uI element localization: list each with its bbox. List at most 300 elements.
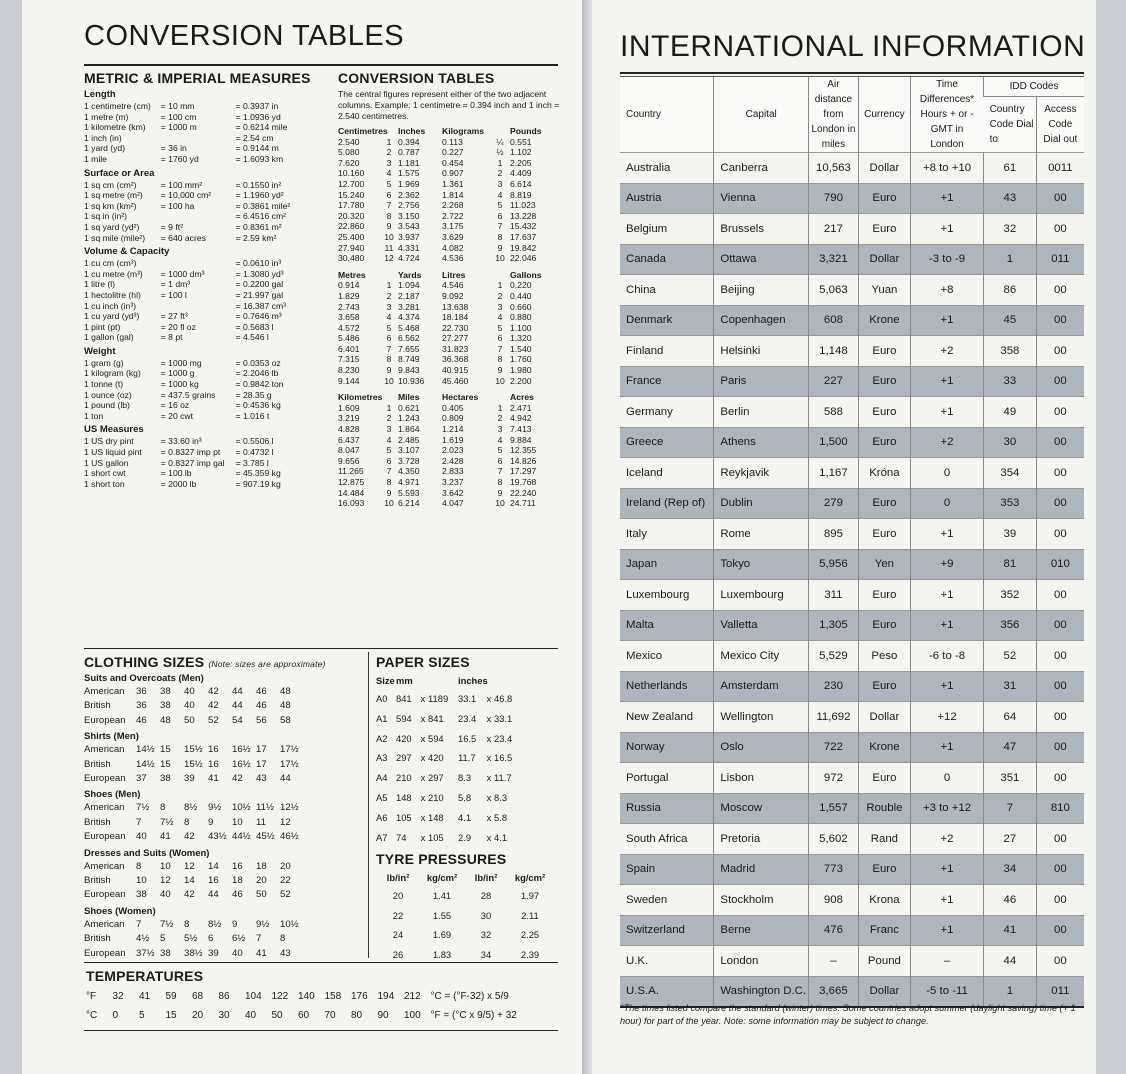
paper-sizes-table [376,673,566,847]
table-row [620,244,1084,275]
cell: = 16.387 cm³ [235,300,286,311]
clothing-sizes-section [84,654,374,961]
cell: 5 [497,200,503,211]
cell: 9 [232,918,238,930]
conversion-row [338,147,570,158]
cell: 5.8 [494,811,508,823]
cell: °F = (°C x 9/5) + 32 [430,1010,517,1021]
table-cell: Wellington [714,702,809,733]
cell: 105 [396,811,412,823]
cell: 1.320 [510,333,532,344]
cell: 11.265 [338,466,364,477]
table-cell: Paris [714,366,809,397]
header-country-code: Country Code Dial to [984,96,1037,152]
cell: 1 US liquid pint [84,447,142,458]
cell: 12 [280,816,291,828]
cell: 34 [480,948,492,960]
cell: 14 [184,875,195,887]
cell: 9½ [208,802,222,814]
cell: = 0.8327 imp pt [160,447,221,458]
table-cell: 217 [809,214,859,245]
cell: x [486,772,492,784]
cell: 28 [480,890,492,901]
table-cell: 00 [1036,214,1084,245]
table-cell: Canada [626,253,666,266]
table-cell: Ireland (Rep of) [626,497,706,510]
cell: 4 [386,168,392,179]
table-cell: France [626,375,662,388]
cell: Metres [338,269,366,280]
cell: = 8 pt [160,332,183,343]
measure-row [84,154,334,165]
table-cell: 1,305 [809,610,859,641]
cell: 0.914 [338,280,360,291]
cell: 1189 [428,693,449,704]
cell [418,673,428,689]
cell: 2.756 [398,200,420,211]
cell: 16 [208,744,219,756]
table-cell: +9 [910,549,983,580]
cell: 36.368 [442,354,469,365]
cell: = 27 ft³ [160,311,188,322]
group-heading: US Measures [84,424,144,436]
conversion-row [338,158,570,169]
temperature-row [86,987,566,1006]
cell: 8 [386,477,392,487]
cell: A4 [376,772,388,784]
table-cell: 353 [984,488,1037,519]
cell: 6.437 [338,434,360,445]
table-cell: Dollar [858,244,910,275]
cell: = 1.6093 km [235,153,284,164]
paper-row [376,729,566,749]
cell: 20.320 [338,210,365,221]
cell: 4.828 [338,424,360,435]
table-cell: China [626,283,656,296]
cell: 212 [404,991,421,1002]
cell: 3.937 [398,231,420,242]
clothing-row [84,860,374,874]
cell: 52 [208,714,219,726]
conversion-row [338,232,570,243]
cell: 2.200 [510,375,532,386]
table-cell: 49 [984,397,1037,428]
cell: = 1.016 t [235,410,270,421]
table-cell: Australia [626,161,671,174]
cell: 4.409 [510,168,532,179]
cell [490,126,510,137]
table-row [620,458,1084,489]
cell: = 2.59 km² [235,232,277,243]
title-rule [620,72,1084,74]
cell: 2.362 [398,189,420,200]
header-currency: Currency [858,77,910,153]
cell: 12 [184,860,195,872]
cell: A3 [376,752,388,764]
tyre-head-row [376,870,566,886]
cell: 11 [384,242,394,253]
cell: x [420,712,426,724]
conversion-note: The central figures represent either of the two adjacent columns. Example: 1 centimetre = 0.394 inch and 1 inch = 2.540 centimetres. [338,89,560,121]
conversion-row [338,445,570,456]
cell: A2 [376,732,388,744]
cell: 20 [256,875,267,887]
measure-row [84,379,334,390]
measure-row [84,447,334,458]
table-cell: 00 [1036,732,1084,763]
conversion-row [338,221,570,232]
table-row [620,397,1084,428]
cell: 0.220 [510,280,532,291]
table-cell: 358 [984,336,1037,367]
cell: 0.551 [510,136,532,147]
table-cell: Berlin [714,397,809,428]
cell: = 100 cm [160,111,197,122]
cell: = 0.4732 l [235,447,274,458]
cell: 5 [386,445,392,456]
table-cell: Pound [858,946,910,977]
section-heading: TYRE PRESSURES [376,851,507,867]
clothing-row [84,816,374,830]
table-cell: 00 [1036,580,1084,611]
cell: 2.471 [510,402,532,413]
cell: 3.237 [442,477,464,487]
cell: 4.1 [458,811,472,823]
cell: 100 [404,1010,421,1021]
cell: 1 [386,136,392,147]
cell: 1 pint (pt) [84,321,121,332]
cell: 10 [136,875,147,887]
cell: = 0.0610 in³ [235,258,282,269]
table-cell: 011 [1036,244,1084,275]
cell: = 437.5 grains [160,389,216,400]
table-cell: 0 [910,458,983,489]
cell: 9 [497,242,503,253]
cell: 90 [377,1010,389,1021]
table-row [620,336,1084,367]
cell: 7 [256,933,262,945]
cell: 45.460 [442,375,469,386]
cell: 22.730 [442,322,469,333]
cell: kg/cm² [514,872,546,883]
cell: 3.175 [442,221,464,232]
cell: 8.3 [458,772,472,784]
table-cell: 011 [1036,976,1084,1007]
cell: 15 [160,758,171,770]
cell: 594 [396,712,412,724]
table-cell: Spain [626,863,656,876]
cell: 841 [396,693,412,704]
section-heading: CONVERSION TABLES [338,70,495,86]
cell: 17½ [280,758,299,770]
table-row [620,915,1084,946]
cell: 1.214 [442,424,464,435]
cell: Size [376,675,395,686]
cell: 6 [386,333,392,344]
cell: °C [86,1010,98,1021]
cell: = 36 in [160,143,187,154]
cell: 2 [497,168,503,179]
cell: 7 [136,918,142,930]
cell: 11.7 [458,752,476,764]
table-cell: Euro [858,580,910,611]
table-cell: Iceland [626,466,663,479]
cell: 5 [497,445,503,456]
cell: = 6.4516 cm² [235,211,286,222]
cell: = 3.785 l [235,457,269,468]
table-cell: 00 [1036,519,1084,550]
cell: 1.575 [398,168,420,179]
cell: = 1.0936 yd [235,111,281,122]
cell: 1.102 [510,147,532,158]
cell: x [486,693,492,704]
cell: 105 [428,831,444,843]
conversion-row [338,291,570,302]
cell: 19.768 [510,477,537,487]
table-cell: Russia [626,802,661,815]
cell: 16½ [232,758,251,770]
cell: 2 [386,290,392,301]
table-cell: 0011 [1036,153,1084,184]
table-cell: 27 [984,824,1037,855]
tyre-row [376,906,566,926]
measure-row [84,190,334,201]
cell: 1 sq yard (yd²) [84,221,140,232]
cell: mm [396,675,413,686]
cell: 44 [232,686,243,697]
cell: 9 [497,365,503,376]
table-row [620,366,1084,397]
cell: 44½ [232,831,251,843]
table-cell: 47 [984,732,1037,763]
table-cell: +2 [910,824,983,855]
cell: 15 [165,1010,177,1021]
cell: 4.536 [442,253,464,264]
cell: = 10 mm [160,101,195,111]
cell: 3 [497,301,503,312]
cell: lb/in² [474,872,498,883]
table-cell: 00 [1036,610,1084,641]
table-cell: 972 [809,763,859,794]
clothing-row [84,874,374,888]
cell: 7.655 [398,343,420,354]
table-cell: 00 [1036,824,1084,855]
cell: 2.25 [520,929,540,940]
cell: 10 [495,253,505,264]
measure-row [84,311,334,322]
table-row [620,732,1084,763]
cell: = 1000 kg [160,379,199,390]
measure-row [84,143,334,154]
paper-row [376,808,566,828]
measure-row [84,258,334,269]
table-cell: Euro [858,854,910,885]
cell: 1 pound (lb) [84,400,130,411]
cell: 12 [384,253,394,264]
measure-row [84,112,334,123]
cell: 9 [386,365,392,376]
cell: 1 hectolitre (hl) [84,289,141,300]
table-cell: 10,563 [809,153,859,184]
table-cell: +1 [910,214,983,245]
cell [494,673,520,689]
cell: British [84,933,111,945]
conversion-row [338,243,570,254]
cell: 0.660 [510,301,532,312]
table-cell: Pretoria [714,824,809,855]
international-table-body [620,153,1084,1008]
cell: 1.83 [432,948,452,960]
cell: 42 [208,686,219,697]
cell: 1 [497,280,503,291]
cell: = 907.19 kg [235,478,281,489]
cell: 4.942 [510,413,532,424]
group-heading: Shirts (Men) [84,731,139,743]
cell: 3.219 [338,413,360,424]
conversion-row [338,376,570,387]
cell: 1 [497,157,503,168]
cell: 58 [280,714,291,726]
cell: 15½ [184,758,203,770]
cell: 140 [298,991,315,1002]
cell: 7 [497,221,503,232]
cell: 1 sq metre (m²) [84,190,143,201]
cell: 3.107 [398,445,420,456]
table-cell: 356 [984,610,1037,641]
paper-sizes-section [376,654,566,847]
cell: 3.150 [398,210,420,221]
cell: 11 [256,816,266,828]
temperatures-section [86,968,566,1025]
cell: x [420,791,426,803]
cell: 297 [396,752,412,764]
cell: European [84,889,126,901]
measure-row [84,211,334,222]
table-row [620,671,1084,702]
table-cell: Franc [858,915,910,946]
table-cell: 5,529 [809,641,859,672]
cell: 32 [480,929,492,940]
measure-row [84,479,334,490]
table-cell: +1 [910,671,983,702]
cell: American [84,918,125,930]
cell: A6 [376,811,388,823]
cell: 8 [386,210,392,221]
cell: 38 [136,889,147,901]
cell: 42 [184,831,195,843]
cell: = 640 acres [160,232,206,243]
cell: 1 US dry pint [84,436,134,447]
cell [428,673,458,689]
cell: 4 [497,312,503,323]
cell: 38 [160,700,171,712]
cell: 1.100 [510,322,532,333]
conversion-row [338,435,570,446]
footnote: *The times listed compare the standard (winter) times. Some countries adopt summer (daylight saving) time (+ 1 hour) for part of the year. Note: some information may be subject to change. [620,1003,1076,1027]
cell: 18.184 [442,312,469,323]
table-cell: 41 [984,915,1037,946]
table-row [620,519,1084,550]
table-row [620,946,1084,977]
table-row [620,641,1084,672]
divider [84,648,558,649]
cell: 38 [160,947,171,959]
table-cell: Euro [858,671,910,702]
cell: 194 [377,991,395,1002]
cell: 43½ [208,831,227,843]
table-cell: Athens [714,427,809,458]
table-cell: Madrid [714,854,809,885]
cell: 1 cu metre (m³) [84,268,143,279]
cell: Litres [442,269,466,280]
cell: 3.642 [442,487,464,498]
cell: 8 [280,933,286,945]
cell: 14 [208,860,219,872]
cell: 6½ [232,933,246,945]
measure-row [84,358,334,369]
cell: = 0.3937 in [235,101,279,111]
cell: 0.227 [442,147,464,158]
cell: 2 [386,147,392,158]
cell: = 10,000 cm² [160,190,212,201]
group-heading: Volume & Capacity [84,246,170,258]
cell: = 20 cwt [160,410,194,421]
cell: 4.724 [398,253,420,264]
cell: = 21.997 gal [235,289,284,300]
cell: 9.884 [510,434,532,445]
table-cell: 31 [984,671,1037,702]
cell: 2.743 [338,301,360,312]
table-cell: 86 [984,275,1037,306]
table-cell: 279 [809,488,859,519]
table-cell: 33 [984,366,1037,397]
table-cell: 010 [1036,549,1084,580]
group-heading: Shoes (Women) [84,905,156,917]
cell: 1 sq mile (mile²) [84,232,146,243]
cell: 5 [139,1010,145,1021]
title-rule [84,64,558,66]
table-cell: +2 [910,427,983,458]
cell: 1 sq cm (cm²) [84,179,137,190]
cell: 2 [497,290,503,301]
cell: 0.440 [510,290,532,301]
group-heading: Length [84,89,116,100]
cell: 6.401 [338,343,360,354]
cell: 32 [112,991,124,1002]
clothing-row [84,830,374,844]
table-cell: Euro [858,610,910,641]
measure-row [84,233,334,244]
table-cell: 5,956 [809,549,859,580]
table-row [620,854,1084,885]
cell: 44 [232,700,243,712]
table-cell: South Africa [626,832,688,845]
table-cell: 0 [910,763,983,794]
cell: 1 cu yard (yd³) [84,311,140,322]
measure-row [84,411,334,422]
table-cell: Moscow [714,793,809,824]
cell [161,211,236,222]
cell: lb/in² [386,872,410,883]
cell: 3.728 [398,455,420,466]
table-cell: Ottawa [714,244,809,275]
cell [161,258,236,269]
cell: = 1000 g [160,368,195,379]
cell: 3 [497,424,503,435]
tyre-row [376,925,566,945]
cell: British [84,816,111,828]
cell: 25.400 [338,231,365,242]
